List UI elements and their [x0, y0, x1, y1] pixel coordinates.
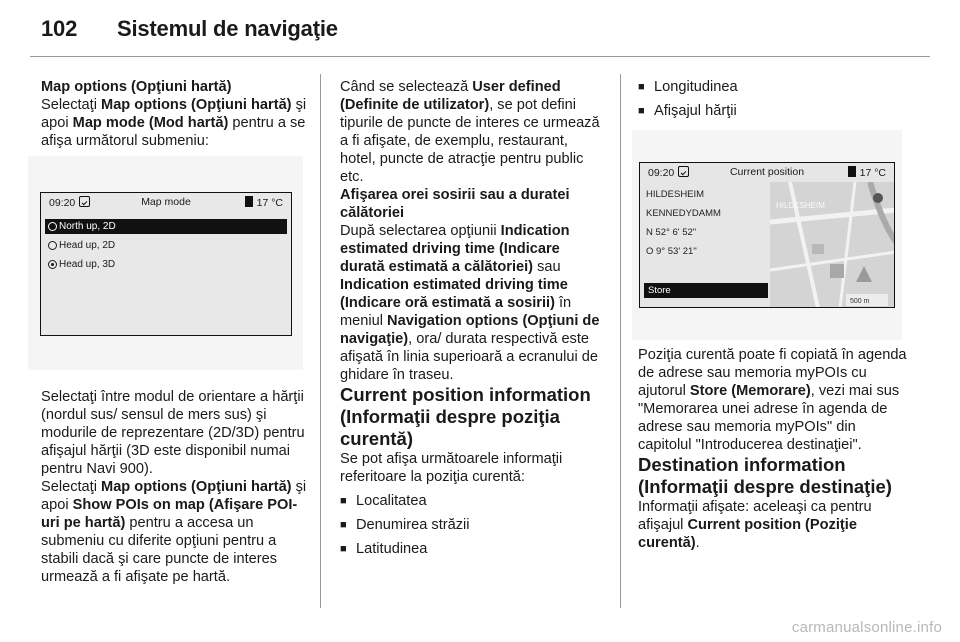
map-scale: 500 m [850, 298, 870, 305]
arrival-time-paragraph: După selectarea opţiunii Indication estimated driving time (Indicare durată estimată a călătoriei) sau Indication estimated driving time (Indicare oră estimată a sosirii) în meniul Navigation options (Opţiuni de navigaţie), ora/ durata respectivă este afişată în linia superioară a ecranului de ghidare în traseu. [340, 223, 600, 383]
map-options-paragraph: Selectaţi Map options (Opţiuni hartă) şi apoi Map mode (Mod hartă) pentru a se afişa următorul submeniu: [41, 97, 307, 149]
temperature: 17 °C [848, 165, 886, 179]
map-mode-screenshot [28, 156, 303, 370]
latitude-value: N 52° 6' 52" [646, 227, 697, 238]
list-item: ■ Denumirea străzii [340, 516, 604, 534]
display-header [640, 163, 894, 181]
option-north-up-2d[interactable]: North up, 2D [45, 219, 287, 234]
store-paragraph: Poziţia curentă poate fi copiată în agenda de adrese sau memoria myPOIs cu ajutorul Store (Memorare), vezi mai sus "Memorarea unei adrese în agenda de adrese sau memoria myPOIs" din capitolul "Introducerea destinaţiei". [638, 347, 907, 453]
radio-icon [48, 222, 57, 231]
street-value: KENNEDYDAMM [646, 208, 721, 219]
fuel-icon [848, 166, 856, 177]
watermark: carmanualsonline.info [791, 619, 942, 636]
arrival-time-heading: Afişarea orei sosirii sau a duratei călătoriei [340, 187, 570, 221]
show-pois-paragraph: Selectaţi Map options (Opţiuni hartă) şi apoi Show POIs on map (Afişare POI-uri pe hartă) pentru a accesa un submeniu cu diferite opţiuni pentru a stabili dacă şi care puncte de interes urmează a fi afişate pe hartă. [41, 479, 307, 585]
column-divider-1 [320, 74, 321, 608]
destination-section-title: Destination information (Informaţii despre destinaţie) [638, 454, 892, 497]
clock: 09:20 [648, 165, 689, 179]
current-position-display [639, 162, 895, 308]
option-head-up-2d[interactable]: Head up, 2D [45, 238, 287, 253]
display-header [41, 193, 291, 211]
map-city-label: HILDESHEIM [776, 201, 825, 210]
page-number: 102 [41, 16, 78, 41]
option-head-up-3d[interactable]: Head up, 3D [45, 257, 287, 272]
radio-icon [48, 241, 57, 250]
list-item: ■ Afişajul hărţii [638, 102, 908, 120]
column-divider-2 [620, 74, 621, 608]
display-title: Map mode [141, 196, 191, 208]
column-2 [340, 78, 604, 558]
current-position-list [340, 492, 604, 558]
current-position-section-title: Current position information (Informaţii despre poziţia curentă) [340, 384, 591, 449]
header-divider [30, 56, 930, 57]
list-item: ■ Localitatea [340, 492, 604, 510]
clock: 09:20 [49, 195, 90, 209]
list-item: ■ Longitudinea [638, 78, 908, 96]
current-position-list-cont [638, 78, 908, 120]
fuel-icon [245, 196, 253, 207]
user-defined-paragraph: Când se selectează User defined (Definite de utilizator), se pot defini tipurile de puncte de interes ce urmează a fi afişate, de exemplu, restaurant, hotel, puncte de atracţie pentru public etc. [340, 79, 600, 185]
position-details [646, 185, 721, 261]
map-options-heading: Map options (Opţiuni hartă) [41, 79, 232, 95]
display-title: Current position [729, 166, 805, 178]
page-header [41, 16, 338, 42]
orientation-paragraph: Selectaţi între modul de orientare a hărţii (nordul sus/ sensul de mers sus) şi modurile de reprezentare (2D/3D) pentru afişajul hărţii (3D este disponibil numai pentru Navi 900). [41, 389, 305, 477]
temperature: 17 °C [245, 195, 283, 209]
city-value: HILDESHEIM [646, 189, 705, 200]
current-position-screenshot [632, 130, 902, 340]
map-view[interactable] [770, 182, 894, 307]
list-item: ■ Latitudinea [340, 540, 604, 558]
store-button[interactable]: Store [644, 283, 768, 298]
map-mode-display [40, 192, 292, 336]
map-graphic [770, 182, 894, 307]
current-position-intro: Se pot afişa următoarele informaţii referitoare la poziţia curentă: [340, 451, 563, 485]
longitude-value: O 9° 53' 21" [646, 246, 697, 257]
destination-paragraph: Informaţii afişate: aceleaşi ca pentru afişajul Current position (Poziţie curentă). [638, 499, 872, 551]
radio-selected-icon [48, 260, 57, 269]
page-title: Sistemul de navigaţie [117, 16, 338, 41]
